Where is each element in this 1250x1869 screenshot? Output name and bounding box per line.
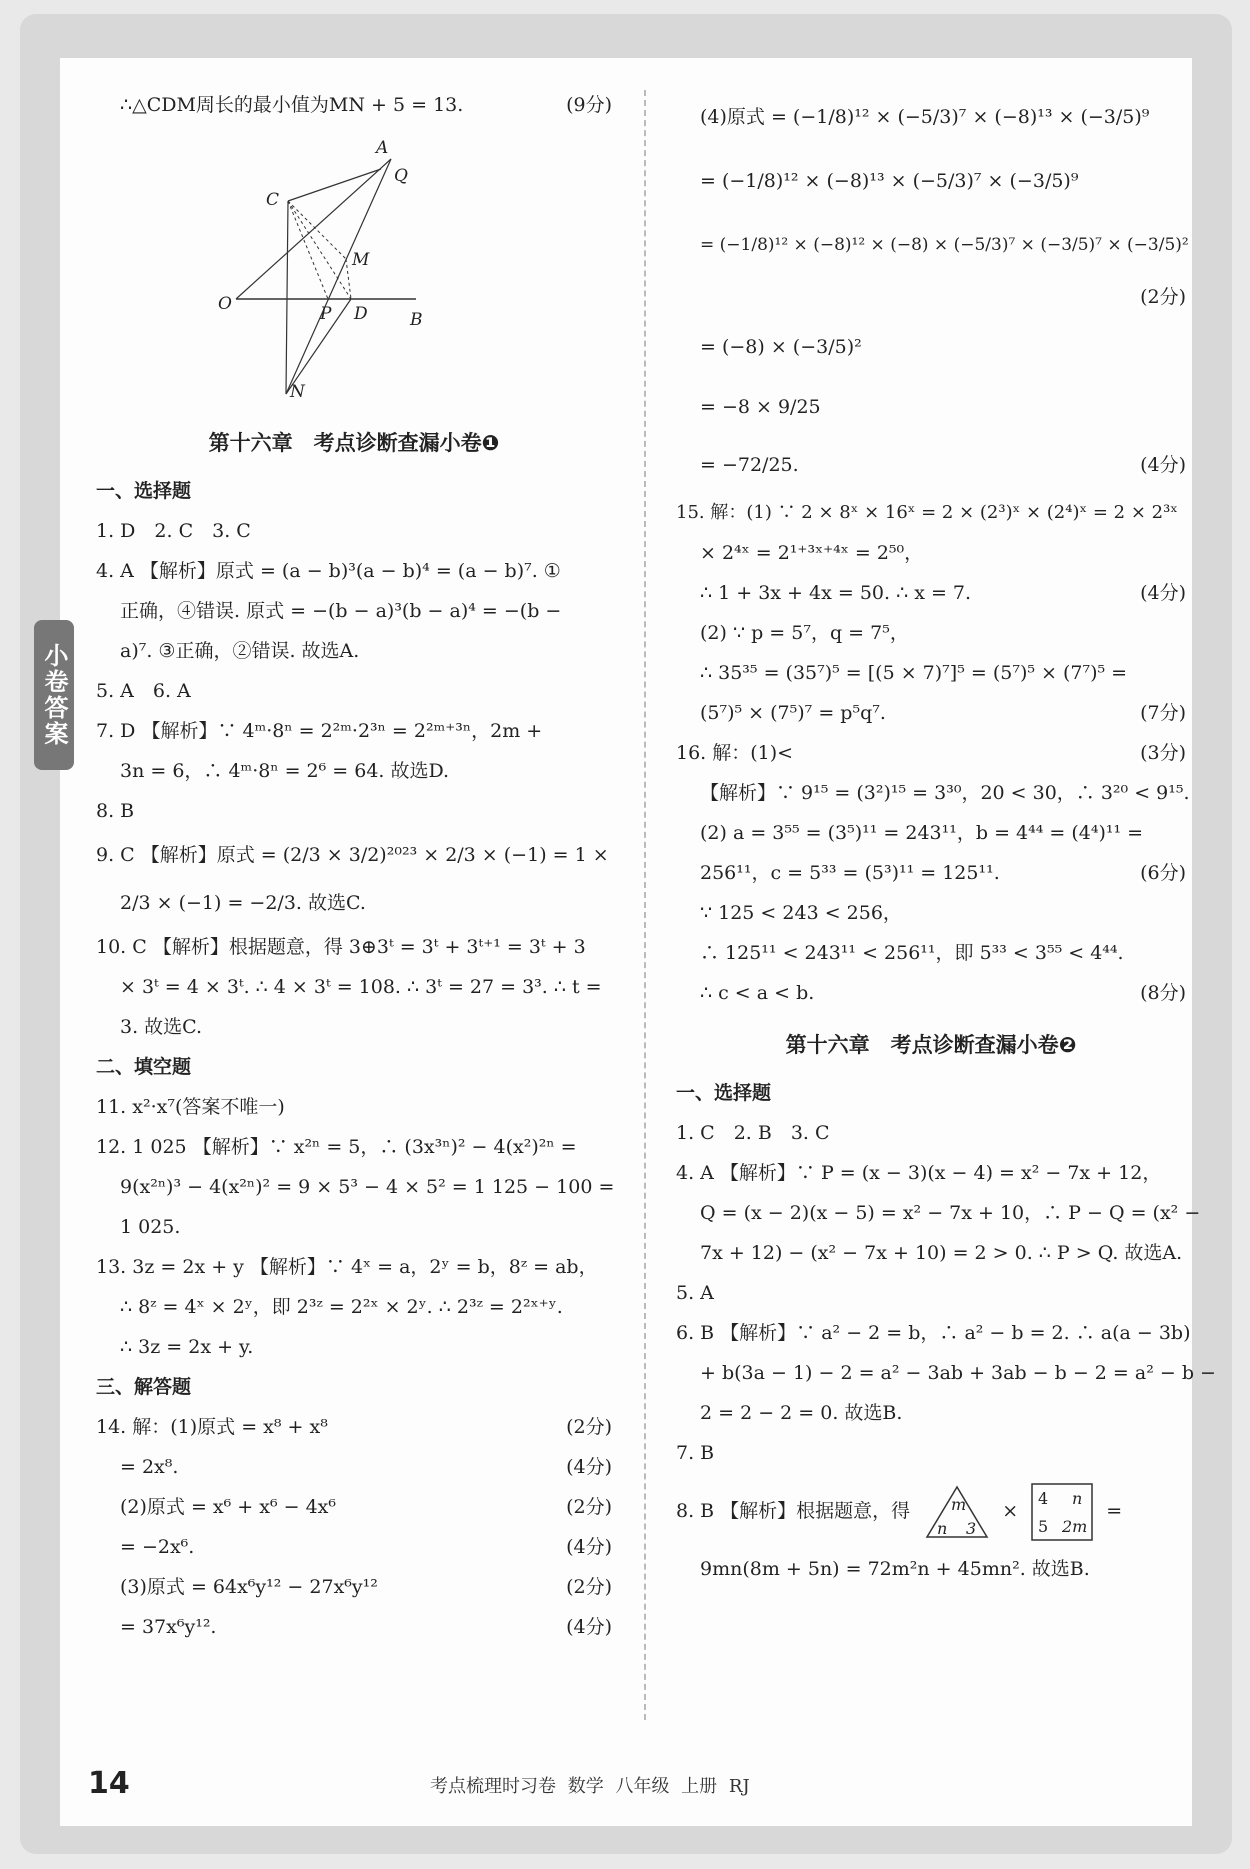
score: (2分) — [566, 1496, 612, 1518]
answer-line: 【解析】∵ 9¹⁵ = (3²)¹⁵ = 3³⁰，20 < 30，∴ 3²⁰ < 9¹⁵. — [700, 782, 1190, 804]
answer-line: ∴ 1 + 3x + 4x = 50. ∴ x = 7. (4分) — [676, 573, 1186, 613]
answer-line: 11. x²·x⁷(答案不唯一) — [96, 1096, 285, 1118]
answer-line: 7x + 12) − (x² − 7x + 10) = 2 > 0. ∴ P > Q. 故选A. — [700, 1242, 1183, 1264]
score: (4分) — [566, 1536, 612, 1558]
answer-line: (2)原式 = x⁶ + x⁶ − 4x⁶ (2分) — [96, 1487, 612, 1527]
answer-line: 14. 解：(1)原式 = x⁸ + x⁸ (2分) — [96, 1407, 612, 1447]
triangle-right: 3 — [966, 1519, 977, 1538]
answer-line: 3. 故选C. — [120, 1016, 203, 1038]
answer-line: 2/3 × (−1) = −2/3. 故选C. — [120, 892, 366, 914]
score: (4分) — [1140, 454, 1186, 476]
answer-line: 4. A 【解析】原式 = (a − b)³(a − b)⁴ = (a − b)⁷. ① — [96, 560, 561, 582]
answer-line: 正确，④错误. 原式 = −(b − a)³(b − a)⁴ = −(b − — [120, 600, 562, 622]
answer-line: 5. A — [676, 1282, 714, 1304]
triangle-left: n — [937, 1519, 948, 1538]
answer-line: (5⁷)⁵ × (7⁵)⁷ = p⁵q⁷. (7分) — [676, 693, 1186, 733]
answer-line: (2) ∵ p = 5⁷，q = 7⁵， — [700, 622, 909, 644]
answer-line: 1. C 2. B 3. C — [676, 1122, 830, 1144]
answer-line: 7. B — [676, 1442, 715, 1464]
score: (2分) — [1140, 286, 1186, 308]
answer-line: 15. 解：(1) ∵ 2 × 8ˣ × 16ˣ = 2 × (2³)ˣ × (2⁴)ˣ = 2 × 2³ˣ — [676, 502, 1178, 523]
answer-line: + b(3a − 1) − 2 = a² − 3ab + 3ab − b − 2 = a² − b − — [700, 1362, 1216, 1384]
score: (4分) — [566, 1616, 612, 1638]
square-bl: 5 — [1038, 1517, 1049, 1536]
answer-line: a)⁷. ③正确，②错误. 故选A. — [120, 640, 360, 662]
answer-line: = (−8) × (−3/5)² — [700, 336, 862, 358]
section-heading: 一、选择题 — [676, 1082, 772, 1104]
answer-line: ∴ 8ᶻ = 4ˣ × 2ʸ，即 2³ᶻ = 2²ˣ × 2ʸ. ∴ 2³ᶻ = 2²ˣ⁺ʸ. — [120, 1296, 563, 1318]
answer-line: 9(x²ⁿ)³ − 4(x²ⁿ)² = 9 × 5³ − 4 × 5² = 1 125 − 100 = — [120, 1176, 615, 1198]
answer-line: 8. B 【解析】根据题意，得 m n 3 × 4 n 5 2m = — [676, 1473, 1186, 1549]
answer-line: × 3ᵗ = 4 × 3ᵗ. ∴ 4 × 3ᵗ = 108. ∴ 3ᵗ = 27 = 3³. ∴ t = — [120, 976, 602, 998]
page-number: 14 — [88, 1766, 130, 1801]
answer-line: = (−1/8)¹² × (−8)¹² × (−8) × (−5/3)⁷ × (−3/5)⁷ × (−3/5)² — [700, 235, 1189, 255]
section-heading: 三、解答题 — [96, 1376, 192, 1398]
square-tl: 4 — [1038, 1489, 1049, 1508]
answer-line: 12. 1 025 【解析】∵ x²ⁿ = 5，∴ (3x³ⁿ)² − 4(x²)²ⁿ = — [96, 1136, 577, 1158]
answer-line: 10. C 【解析】根据题意，得 3⊕3ᵗ = 3ᵗ + 3ᵗ⁺¹ = 3ᵗ + 3 — [96, 936, 586, 958]
label-o: O — [218, 294, 232, 314]
answer-line — [676, 277, 1186, 317]
triangle-top: m — [951, 1495, 967, 1514]
answer-line: 8. B — [96, 800, 135, 822]
label-b: B — [410, 310, 423, 330]
section-heading: 二、填空题 — [96, 1056, 192, 1078]
answer-line: × 2⁴ˣ = 2¹⁺³ˣ⁺⁴ˣ = 2⁵⁰， — [700, 542, 924, 564]
answer-line: 6. B 【解析】∵ a² − 2 = b，∴ a² − b = 2. ∴ a(a − 3b) — [676, 1322, 1191, 1344]
answer-line: ∵ 125 < 243 < 256， — [700, 902, 902, 924]
answer-line: 1. D 2. C 3. C — [96, 520, 251, 542]
score: (8分) — [1140, 982, 1186, 1004]
answer-line: = 2x⁸. (4分) — [96, 1447, 612, 1487]
square-figure — [1030, 1482, 1094, 1542]
score: (2分) — [566, 1416, 612, 1438]
label-p: P — [320, 304, 332, 324]
answer-line: 4. A 【解析】∵ P = (x − 3)(x − 4) = x² − 7x + 12， — [676, 1162, 1162, 1184]
score: (4分) — [1140, 582, 1186, 604]
page-footer: 考点梳理时习卷 数学 八年级 上册 RJ — [430, 1776, 750, 1797]
label-m: M — [352, 250, 370, 270]
label-c: C — [266, 190, 280, 210]
answer-line: = −8 × 9/25 — [700, 396, 821, 418]
label-a: A — [376, 138, 389, 158]
answer-line: Q = (x − 2)(x − 5) = x² − 7x + 10，∴ P − Q = (x² − — [700, 1202, 1201, 1224]
label-d: D — [354, 304, 368, 324]
answer-line: ∴ c < a < b. (8分) — [676, 973, 1186, 1013]
square-br: 2m — [1062, 1517, 1088, 1536]
chapter-heading-1: 第十六章 考点诊断查漏小卷❶ — [208, 431, 500, 455]
answer-line: 9mn(8m + 5n) = 72m²n + 45mn². 故选B. — [700, 1558, 1090, 1580]
column-divider — [644, 90, 646, 1720]
answer-line: 7. D 【解析】∵ 4ᵐ·8ⁿ = 2²ᵐ·2³ⁿ = 2²ᵐ⁺³ⁿ，2m + — [96, 720, 543, 742]
answer-line: 2 = 2 − 2 = 0. 故选B. — [700, 1402, 903, 1424]
answer-line: 256¹¹，c = 5³³ = (5³)¹¹ = 125¹¹. (6分) — [676, 853, 1186, 893]
answer-line: 9. C 【解析】原式 = (2/3 × 3/2)²⁰²³ × 2/3 × (−1) = 1 × — [96, 844, 609, 866]
score: (2分) — [566, 1576, 612, 1598]
answer-line: 5. A 6. A — [96, 680, 191, 702]
square-tr: n — [1072, 1489, 1083, 1508]
section-heading: 一、选择题 — [96, 480, 192, 502]
answer-line: = −2x⁶. (4分) — [96, 1527, 612, 1567]
answer-line: = (−1/8)¹² × (−8)¹³ × (−5/3)⁷ × (−3/5)⁹ — [700, 170, 1079, 192]
left-column — [96, 85, 615, 1647]
text-line: ∴△CDM周长的最小值为MN + 5 = 13. (9分) — [96, 85, 612, 125]
answer-line: 13. 3z = 2x + y 【解析】∵ 4ˣ = a，2ʸ = b，8ᶻ = ab， — [96, 1256, 598, 1278]
score: (7分) — [1140, 702, 1186, 724]
chapter-heading-2: 第十六章 考点诊断查漏小卷❷ — [785, 1033, 1077, 1057]
answer-line: (4)原式 = (−1/8)¹² × (−5/3)⁷ × (−8)¹³ × (−3/5)⁹ — [700, 106, 1150, 128]
answer-line: (2) a = 3⁵⁵ = (3⁵)¹¹ = 243¹¹，b = 4⁴⁴ = (4⁴)¹¹ = — [700, 822, 1144, 844]
answer-line: = 37x⁶y¹². (4分) — [96, 1607, 612, 1647]
answer-line: ∴ 3z = 2x + y. — [120, 1336, 254, 1358]
answer-line: 1 025. — [120, 1216, 181, 1238]
score: (9分) — [566, 94, 612, 116]
answer-line: = −72/25. (4分) — [676, 437, 1186, 493]
score: (6分) — [1140, 862, 1186, 884]
score: (4分) — [566, 1456, 612, 1478]
answer-line: 16. 解：(1)< (3分) — [676, 733, 1186, 773]
right-column — [676, 85, 1216, 1589]
section-tab: 小卷答案 — [34, 620, 74, 770]
answer-line: 3n = 6，∴ 4ᵐ·8ⁿ = 2⁶ = 64. 故选D. — [120, 760, 450, 782]
score: (3分) — [1140, 742, 1186, 764]
geometry-diagram — [206, 129, 506, 399]
answer-line: ∴ 125¹¹ < 243¹¹ < 256¹¹，即 5³³ < 3⁵⁵ < 4⁴⁴. — [700, 942, 1124, 964]
label-n: N — [290, 382, 305, 399]
answer-line: ∴ 35³⁵ = (35⁷)⁵ = [(5 × 7)⁷]⁵ = (5⁷)⁵ × (7⁷)⁵ = — [700, 662, 1128, 684]
label-q: Q — [394, 166, 408, 186]
answer-line: (3)原式 = 64x⁶y¹² − 27x⁶y¹² (2分) — [96, 1567, 612, 1607]
triangle-figure — [924, 1484, 990, 1540]
